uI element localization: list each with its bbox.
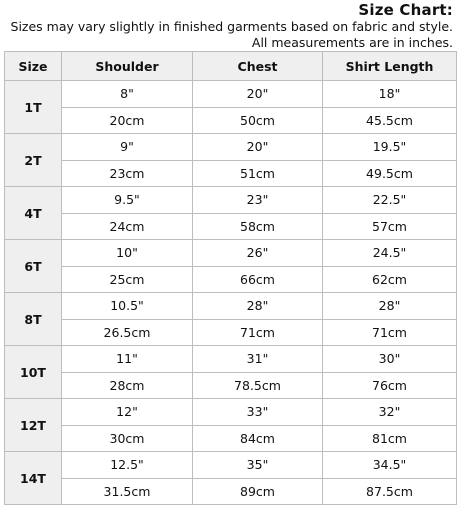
length-cm-cell: 45.5cm (323, 107, 457, 134)
size-cell: 1T (5, 81, 62, 134)
size-cell: 14T (5, 452, 62, 505)
shoulder-cm-cell: 24cm (62, 213, 193, 240)
chest-cm-cell: 78.5cm (193, 372, 323, 399)
chest-inches-cell: 31" (193, 346, 323, 373)
fabric-note: Sizes may vary slightly in finished garments based on fabric and style. (10, 19, 453, 34)
length-inches-cell: 34.5" (323, 452, 457, 479)
table-row (5, 425, 457, 452)
shoulder-inches-cell: 12" (62, 399, 193, 426)
length-cm-cell: 49.5cm (323, 160, 457, 187)
shoulder-inches-cell: 10" (62, 240, 193, 267)
table-row (5, 240, 457, 267)
table-row (5, 399, 457, 426)
column-header-chest: Chest (193, 52, 323, 81)
size-cell: 6T (5, 240, 62, 293)
table-row (5, 319, 457, 346)
shoulder-inches-cell: 8" (62, 81, 193, 108)
length-cm-cell: 57cm (323, 213, 457, 240)
column-header-size: Size (5, 52, 62, 81)
chest-inches-cell: 26" (193, 240, 323, 267)
length-cm-cell: 62cm (323, 266, 457, 293)
chest-inches-cell: 20" (193, 81, 323, 108)
table-row (5, 107, 457, 134)
shoulder-cm-cell: 31.5cm (62, 478, 193, 505)
page-title: Size Chart: (358, 1, 453, 19)
chest-inches-cell: 20" (193, 134, 323, 161)
size-cell: 8T (5, 293, 62, 346)
chest-inches-cell: 28" (193, 293, 323, 320)
table-row (5, 372, 457, 399)
size-chart-header (0, 0, 460, 51)
length-cm-cell: 87.5cm (323, 478, 457, 505)
table-row (5, 293, 457, 320)
table-row (5, 213, 457, 240)
column-header-shoulder: Shoulder (62, 52, 193, 81)
table-row (5, 452, 457, 479)
table-row (5, 266, 457, 293)
length-inches-cell: 28" (323, 293, 457, 320)
length-cm-cell: 71cm (323, 319, 457, 346)
size-cell: 2T (5, 134, 62, 187)
table-row (5, 81, 457, 108)
shoulder-inches-cell: 9" (62, 134, 193, 161)
chest-cm-cell: 58cm (193, 213, 323, 240)
shoulder-cm-cell: 26.5cm (62, 319, 193, 346)
column-header-shirt-length: Shirt Length (323, 52, 457, 81)
chest-cm-cell: 84cm (193, 425, 323, 452)
shoulder-cm-cell: 20cm (62, 107, 193, 134)
chest-inches-cell: 23" (193, 187, 323, 214)
size-cell: 10T (5, 346, 62, 399)
length-inches-cell: 24.5" (323, 240, 457, 267)
table-row (5, 160, 457, 187)
length-inches-cell: 32" (323, 399, 457, 426)
units-note: All measurements are in inches. (251, 35, 453, 50)
chest-cm-cell: 66cm (193, 266, 323, 293)
shoulder-inches-cell: 10.5" (62, 293, 193, 320)
shoulder-cm-cell: 28cm (62, 372, 193, 399)
chest-cm-cell: 51cm (193, 160, 323, 187)
table-row (5, 134, 457, 161)
table-row (5, 478, 457, 505)
length-inches-cell: 19.5" (323, 134, 457, 161)
length-inches-cell: 30" (323, 346, 457, 373)
size-chart-table (4, 51, 457, 505)
chest-cm-cell: 89cm (193, 478, 323, 505)
shoulder-cm-cell: 23cm (62, 160, 193, 187)
length-inches-cell: 18" (323, 81, 457, 108)
length-inches-cell: 22.5" (323, 187, 457, 214)
length-cm-cell: 81cm (323, 425, 457, 452)
chest-cm-cell: 50cm (193, 107, 323, 134)
size-cell: 12T (5, 399, 62, 452)
chest-inches-cell: 35" (193, 452, 323, 479)
table-row (5, 187, 457, 214)
length-cm-cell: 76cm (323, 372, 457, 399)
chest-inches-cell: 33" (193, 399, 323, 426)
shoulder-cm-cell: 30cm (62, 425, 193, 452)
chest-cm-cell: 71cm (193, 319, 323, 346)
table-header-row (5, 52, 457, 81)
shoulder-cm-cell: 25cm (62, 266, 193, 293)
shoulder-inches-cell: 12.5" (62, 452, 193, 479)
shoulder-inches-cell: 11" (62, 346, 193, 373)
shoulder-inches-cell: 9.5" (62, 187, 193, 214)
size-cell: 4T (5, 187, 62, 240)
table-row (5, 346, 457, 373)
